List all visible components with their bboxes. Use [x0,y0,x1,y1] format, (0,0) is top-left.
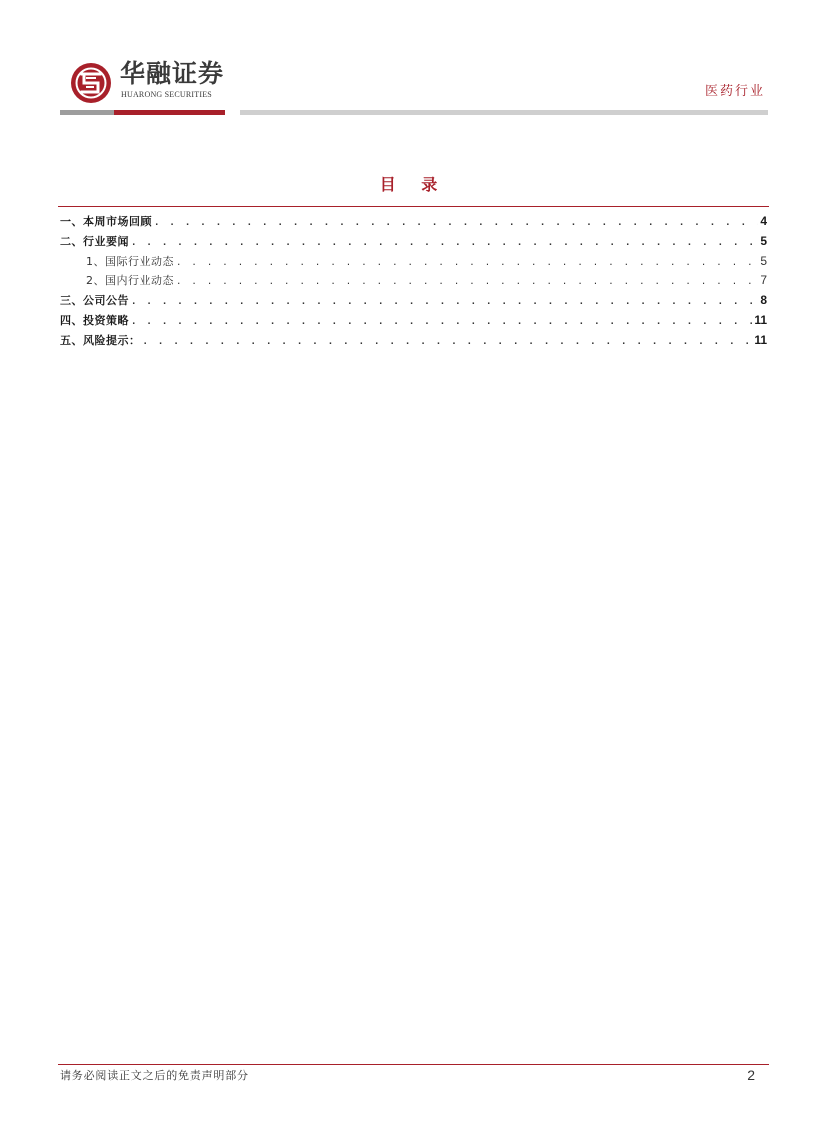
footer-disclaimer: 请务必阅读正文之后的免责声明部分 [60,1069,249,1082]
brand-name-en: HUARONG SECURITIES [121,90,212,99]
huarong-seal-icon [70,62,112,104]
toc-entry-page: 11 [754,332,767,347]
toc-leader-dots [143,333,753,353]
header-bar-gray-left [60,110,114,115]
toc-entry-label: 四、投资策略 [60,313,129,327]
toc-entry-page: 5 [760,253,767,268]
footer-divider [58,1064,769,1065]
toc-entry-label: 五、风险提示： [60,333,141,347]
industry-label: 医药行业 [704,84,765,99]
toc-entry-international-news[interactable] [60,252,767,272]
toc-entry-company-announcements[interactable] [60,291,767,311]
toc-entry-risk-warning[interactable] [60,331,767,351]
toc-divider [58,206,769,207]
toc-leader-dots [176,254,758,274]
toc-entry-label: 1、国际行业动态 [86,254,174,268]
toc-title: 目 录 [379,175,448,194]
toc-entry-page: 7 [760,273,767,288]
toc-entry-domestic-news[interactable] [60,271,767,291]
toc-entry-label: 三、公司公告 [60,294,129,308]
toc-leader-dots [131,293,758,313]
toc-entry-page: 11 [754,312,767,327]
toc-entry-page: 8 [760,293,767,308]
header-bar-red [114,110,225,115]
toc-entry-industry-news[interactable] [60,232,767,252]
toc-leader-dots [176,273,758,293]
toc-entry-page: 4 [760,214,767,228]
toc-entry-page: 5 [760,233,767,248]
footer-page-number: 2 [747,1067,755,1083]
toc-leader-dots [131,234,758,254]
page-header [0,0,827,120]
toc-leader-dots [154,214,758,234]
table-of-contents [60,212,767,351]
toc-entry-label: 一、本周市场回顾 [60,215,152,228]
toc-entry-label: 2、国内行业动态 [86,274,174,288]
toc-entry-label: 二、行业要闻 [60,234,129,248]
toc-entry-investment-strategy[interactable] [60,311,767,331]
toc-leader-dots [131,313,752,333]
header-bar-gray-right [240,110,768,115]
toc-entry-market-review[interactable] [60,212,767,232]
brand-name-cn: 华融证券 [120,59,225,88]
